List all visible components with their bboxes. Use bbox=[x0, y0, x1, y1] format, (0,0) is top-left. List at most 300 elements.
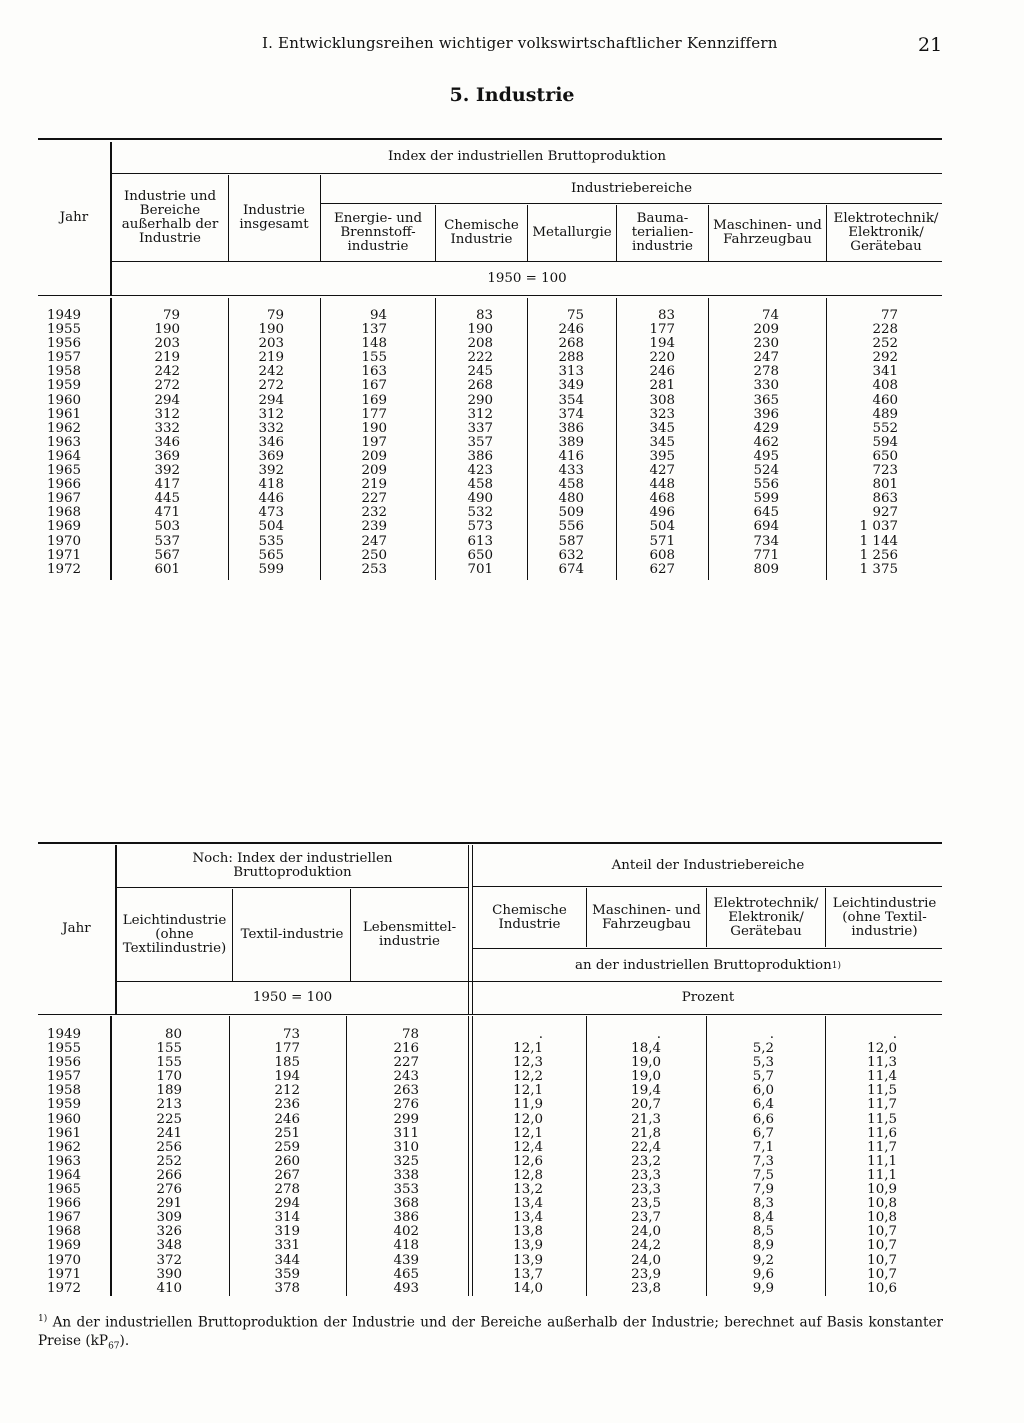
table-cell: 346 bbox=[258, 434, 284, 450]
table-cell: 190 bbox=[467, 322, 493, 338]
table-cell: 310 bbox=[393, 1139, 419, 1155]
table-cell: 1966 bbox=[47, 477, 82, 493]
table-cell: 374 bbox=[558, 406, 584, 422]
table-cell: 155 bbox=[156, 1041, 182, 1057]
table-cell: 354 bbox=[558, 392, 584, 408]
table-cell: 189 bbox=[156, 1083, 182, 1099]
table-cell: 1949 bbox=[47, 308, 82, 323]
table-cell: 5,2 bbox=[752, 1041, 774, 1057]
table-cell: 20,7 bbox=[631, 1097, 661, 1113]
table2-vrule bbox=[468, 845, 469, 1014]
table-cell: 260 bbox=[274, 1153, 300, 1169]
table1-vrule bbox=[826, 205, 827, 261]
table-cell: 232 bbox=[361, 505, 387, 521]
table-cell: 222 bbox=[467, 350, 493, 366]
table-cell: 219 bbox=[154, 350, 180, 366]
table-cell: 1970 bbox=[47, 1252, 82, 1268]
table-cell: 19,0 bbox=[631, 1055, 661, 1071]
table-cell: 291 bbox=[156, 1196, 182, 1212]
table-cell: 1957 bbox=[47, 1069, 82, 1085]
table-cell: 471 bbox=[154, 505, 180, 521]
table2-rule bbox=[116, 887, 468, 888]
table-cell: 148 bbox=[361, 336, 387, 352]
table-cell: 8,4 bbox=[752, 1210, 774, 1226]
table-cell: 771 bbox=[753, 547, 779, 563]
table-cell: 190 bbox=[361, 420, 387, 436]
table-cell: 6,7 bbox=[752, 1125, 774, 1141]
table-cell: 445 bbox=[154, 491, 180, 507]
table-cell: 230 bbox=[753, 336, 779, 352]
table-cell: 73 bbox=[282, 1027, 300, 1042]
table-cell: 18,4 bbox=[631, 1041, 661, 1057]
table-cell: 251 bbox=[274, 1125, 300, 1141]
table-cell: 8,3 bbox=[752, 1196, 774, 1212]
table1-rule bbox=[320, 203, 942, 204]
table-cell: 197 bbox=[361, 434, 387, 450]
table-cell: 337 bbox=[467, 420, 493, 436]
table-cell: 1955 bbox=[47, 1041, 82, 1057]
table-cell: 330 bbox=[753, 378, 779, 394]
table1-vrule bbox=[228, 175, 229, 261]
table-cell: 395 bbox=[649, 448, 675, 464]
table-cell: 245 bbox=[467, 364, 493, 380]
table-cell: 480 bbox=[558, 491, 584, 507]
table1-header-index: Index der industriellen Bruttoproduktion bbox=[387, 149, 667, 164]
table-cell: 599 bbox=[258, 561, 284, 577]
table-cell: 9,2 bbox=[752, 1252, 774, 1268]
table-cell: 460 bbox=[872, 392, 898, 408]
table-cell: 79 bbox=[162, 308, 180, 323]
table-cell: 694 bbox=[753, 519, 779, 535]
table-cell: 392 bbox=[258, 463, 284, 479]
table-cell: 734 bbox=[753, 533, 779, 549]
table2-header-col4: Chemische Industrie bbox=[492, 903, 567, 932]
table-cell: 344 bbox=[274, 1252, 300, 1268]
table-cell: 83 bbox=[475, 308, 493, 323]
table-cell: 348 bbox=[156, 1238, 182, 1254]
table-cell: 94 bbox=[369, 308, 387, 323]
table-cell: 267 bbox=[274, 1167, 300, 1183]
table-cell: 10,7 bbox=[867, 1238, 897, 1254]
table-cell: 13,4 bbox=[513, 1210, 543, 1226]
table-cell: 402 bbox=[393, 1224, 419, 1240]
table-cell: 353 bbox=[393, 1182, 419, 1198]
table1-column-6 bbox=[617, 309, 675, 577]
table-cell: 573 bbox=[467, 519, 493, 535]
table-cell: 242 bbox=[154, 364, 180, 380]
table-cell: 429 bbox=[753, 420, 779, 436]
table-cell: 433 bbox=[558, 463, 584, 479]
table1-header-col5: Metallurgie bbox=[532, 225, 612, 240]
table-cell: 252 bbox=[872, 336, 898, 352]
table-cell: 1968 bbox=[47, 1224, 82, 1240]
table-cell: 332 bbox=[154, 420, 180, 436]
table1-column-5 bbox=[528, 309, 584, 577]
table-cell: 5,3 bbox=[752, 1055, 774, 1071]
table-cell: 386 bbox=[467, 448, 493, 464]
table2-header-bottom-rule bbox=[38, 1014, 942, 1015]
table-cell: . bbox=[769, 1027, 774, 1042]
table-cell: 613 bbox=[467, 533, 493, 549]
table-cell: 567 bbox=[154, 547, 180, 563]
table2-header-an-der bbox=[474, 950, 942, 981]
table-cell: 272 bbox=[154, 378, 180, 394]
table-cell: 11,1 bbox=[867, 1153, 897, 1169]
table-cell: 1960 bbox=[47, 1111, 82, 1127]
table-cell: 12,2 bbox=[513, 1069, 543, 1085]
table-cell: 19,0 bbox=[631, 1069, 661, 1085]
table-cell: 556 bbox=[558, 519, 584, 535]
table-cell: 12,6 bbox=[513, 1153, 543, 1169]
table-cell: 83 bbox=[657, 308, 675, 323]
table-cell: 1963 bbox=[47, 1153, 82, 1169]
table-cell: 290 bbox=[467, 392, 493, 408]
table-cell: 13,2 bbox=[513, 1182, 543, 1198]
table-cell: 219 bbox=[361, 477, 387, 493]
table-cell: 410 bbox=[156, 1280, 182, 1296]
section-title: 5. Industrie bbox=[449, 84, 575, 106]
table-cell: 650 bbox=[467, 547, 493, 563]
table-cell: 155 bbox=[361, 350, 387, 366]
table1-header-industriebereiche: Industriebereiche bbox=[570, 180, 693, 196]
table-cell: 259 bbox=[274, 1139, 300, 1155]
table-cell: 341 bbox=[872, 364, 898, 380]
table-cell: 13,9 bbox=[513, 1252, 543, 1268]
page-number: 21 bbox=[918, 34, 943, 56]
table-cell: 78 bbox=[401, 1027, 419, 1042]
table-cell: 23,2 bbox=[631, 1153, 661, 1169]
table-cell: 1958 bbox=[47, 1083, 82, 1099]
table2-header-col5: Maschinen- und Fahrzeugbau bbox=[592, 903, 701, 932]
table-cell: 11,1 bbox=[867, 1167, 897, 1183]
table-cell: 190 bbox=[154, 322, 180, 338]
table1-rule bbox=[110, 261, 942, 262]
table-cell: 489 bbox=[872, 406, 898, 422]
table2-header-noch: Noch: Index der industriellen Bruttoproduktion bbox=[192, 851, 393, 880]
table1-column-2 bbox=[229, 309, 284, 577]
table-cell: 19,4 bbox=[631, 1083, 661, 1099]
table-cell: 1967 bbox=[47, 1210, 82, 1226]
table-cell: 242 bbox=[258, 364, 284, 380]
table-cell: 1969 bbox=[47, 519, 82, 535]
table1-top-rule bbox=[38, 138, 942, 140]
table-cell: 509 bbox=[558, 505, 584, 521]
table-cell: 1971 bbox=[47, 547, 82, 563]
table-cell: 23,3 bbox=[631, 1182, 661, 1198]
table-cell: 326 bbox=[156, 1224, 182, 1240]
table-cell: 10,8 bbox=[867, 1196, 897, 1212]
table-cell: 10,9 bbox=[867, 1182, 897, 1198]
table-cell: 1957 bbox=[47, 350, 82, 366]
table-cell: 503 bbox=[154, 519, 180, 535]
table-cell: 535 bbox=[258, 533, 284, 549]
table-cell: 723 bbox=[872, 463, 898, 479]
table-cell: 552 bbox=[872, 420, 898, 436]
table-cell: 212 bbox=[274, 1083, 300, 1099]
table-cell: 263 bbox=[393, 1083, 419, 1099]
table-cell: 278 bbox=[753, 364, 779, 380]
table-cell: 11,5 bbox=[867, 1111, 897, 1127]
table-cell: 314 bbox=[274, 1210, 300, 1226]
table-cell: 22,4 bbox=[631, 1139, 661, 1155]
table-cell: 250 bbox=[361, 547, 387, 563]
table-cell: 12,0 bbox=[513, 1111, 543, 1127]
table2-vrule bbox=[825, 888, 826, 947]
table-cell: 23,7 bbox=[631, 1210, 661, 1226]
table-cell: 167 bbox=[361, 378, 387, 394]
table-cell: 10,6 bbox=[867, 1280, 897, 1296]
table-cell: 13,8 bbox=[513, 1224, 543, 1240]
table-cell: 12,4 bbox=[513, 1139, 543, 1155]
table-cell: 23,5 bbox=[631, 1196, 661, 1212]
table-cell: 323 bbox=[649, 406, 675, 422]
footnote-ref: 1) bbox=[831, 960, 841, 971]
table2-rule bbox=[472, 886, 942, 887]
table-cell: 5,7 bbox=[752, 1069, 774, 1085]
table-cell: 292 bbox=[872, 350, 898, 366]
table-cell: 312 bbox=[467, 406, 493, 422]
table-cell: 80 bbox=[164, 1027, 182, 1042]
table-cell: 11,4 bbox=[867, 1069, 897, 1085]
table-cell: 276 bbox=[156, 1182, 182, 1198]
table-cell: 504 bbox=[649, 519, 675, 535]
table-cell: 77 bbox=[880, 308, 898, 323]
table2-column-7 bbox=[826, 1028, 897, 1296]
table2-column-5 bbox=[587, 1028, 661, 1296]
table-cell: 225 bbox=[156, 1111, 182, 1127]
table-cell: 571 bbox=[649, 533, 675, 549]
table-cell: . bbox=[656, 1027, 661, 1042]
table-cell: 439 bbox=[393, 1252, 419, 1268]
table-cell: 608 bbox=[649, 547, 675, 563]
table-cell: 490 bbox=[467, 491, 493, 507]
table-cell: 1966 bbox=[47, 1196, 82, 1212]
table-cell: 524 bbox=[753, 463, 779, 479]
table-cell: 345 bbox=[649, 420, 675, 436]
table-cell: 369 bbox=[258, 448, 284, 464]
table2-header-col3: Lebensmittel-industrie bbox=[362, 920, 457, 949]
table-cell: 11,5 bbox=[867, 1083, 897, 1099]
table-cell: 7,3 bbox=[752, 1153, 774, 1169]
table-cell: 10,7 bbox=[867, 1266, 897, 1282]
table-cell: 458 bbox=[467, 477, 493, 493]
table-cell: 1972 bbox=[47, 561, 82, 577]
table-cell: 1971 bbox=[47, 1266, 82, 1282]
table1-vrule bbox=[616, 205, 617, 261]
table2-column-3 bbox=[347, 1028, 419, 1296]
table-cell: 701 bbox=[467, 561, 493, 577]
table-cell: 446 bbox=[258, 491, 284, 507]
table-cell: 7,1 bbox=[752, 1139, 774, 1155]
table-cell: 390 bbox=[156, 1266, 182, 1282]
table-cell: 650 bbox=[872, 448, 898, 464]
table-cell: 194 bbox=[649, 336, 675, 352]
table1-column-3 bbox=[321, 309, 387, 577]
table-cell: 12,1 bbox=[513, 1125, 543, 1141]
table-cell: 294 bbox=[274, 1196, 300, 1212]
table-cell: 1970 bbox=[47, 533, 82, 549]
table-cell: 23,3 bbox=[631, 1167, 661, 1183]
footnote bbox=[38, 1310, 943, 1355]
table-cell: 239 bbox=[361, 519, 387, 535]
table2-column-4 bbox=[473, 1028, 543, 1296]
table-cell: 368 bbox=[393, 1196, 419, 1212]
table1-column-8 bbox=[827, 309, 898, 577]
table1-header-jahr: Jahr bbox=[59, 209, 89, 225]
table-cell: 1968 bbox=[47, 505, 82, 521]
table1-header-col2: Industrie insgesamt bbox=[239, 203, 309, 232]
table-cell: 10,7 bbox=[867, 1252, 897, 1268]
table-cell: 11,9 bbox=[513, 1097, 543, 1113]
table-cell: 11,7 bbox=[867, 1139, 897, 1155]
table1-header-col6: Bauma-terialien-industrie bbox=[631, 211, 694, 254]
table-cell: 8,9 bbox=[752, 1238, 774, 1254]
table-cell: 24,0 bbox=[631, 1252, 661, 1268]
table-cell: 268 bbox=[558, 336, 584, 352]
table-cell: 645 bbox=[753, 505, 779, 521]
table2-vrule bbox=[232, 889, 233, 981]
table1-header-col4: Chemische Industrie bbox=[444, 218, 519, 247]
table-cell: 386 bbox=[393, 1210, 419, 1226]
table2-header-jahr: Jahr bbox=[62, 921, 91, 936]
table1-column-1 bbox=[112, 309, 180, 577]
table-cell: . bbox=[538, 1027, 543, 1042]
table-cell: 473 bbox=[258, 505, 284, 521]
table-cell: 294 bbox=[258, 392, 284, 408]
table-cell: 194 bbox=[274, 1069, 300, 1085]
table-cell: 632 bbox=[558, 547, 584, 563]
table-cell: 185 bbox=[274, 1055, 300, 1071]
table-cell: 170 bbox=[156, 1069, 182, 1085]
table-cell: 6,6 bbox=[752, 1111, 774, 1127]
table1-header-bottom-rule bbox=[38, 295, 942, 296]
table1-header-col7: Maschinen- und Fahrzeugbau bbox=[713, 218, 822, 247]
table-cell: 9,9 bbox=[752, 1280, 774, 1296]
table2-vrule bbox=[472, 845, 473, 1014]
table2-vrule bbox=[350, 889, 351, 981]
table-cell: 74 bbox=[761, 308, 779, 323]
table-cell: 13,9 bbox=[513, 1238, 543, 1254]
table-cell: 396 bbox=[753, 406, 779, 422]
table-cell: 281 bbox=[649, 378, 675, 394]
table-cell: 308 bbox=[649, 392, 675, 408]
table-cell: 674 bbox=[558, 561, 584, 577]
table1-header-col3: Energie- und Brennstoff-industrie bbox=[333, 211, 423, 254]
table-cell: 288 bbox=[558, 350, 584, 366]
table-cell: 203 bbox=[258, 336, 284, 352]
table-cell: 209 bbox=[361, 448, 387, 464]
table-cell: 594 bbox=[872, 434, 898, 450]
table-cell: 599 bbox=[753, 491, 779, 507]
table-cell: 12,0 bbox=[867, 1041, 897, 1057]
table-cell: 299 bbox=[393, 1111, 419, 1127]
table-cell: 13,7 bbox=[513, 1266, 543, 1282]
table-cell: 209 bbox=[361, 463, 387, 479]
table-cell: 863 bbox=[872, 491, 898, 507]
table-cell: 209 bbox=[753, 322, 779, 338]
table-cell: 389 bbox=[558, 434, 584, 450]
table-cell: 465 bbox=[393, 1266, 419, 1282]
table-cell: 246 bbox=[558, 322, 584, 338]
table-cell: 311 bbox=[393, 1125, 419, 1141]
footnote-marker: 1) bbox=[38, 1314, 48, 1324]
table-cell: 12,1 bbox=[513, 1083, 543, 1099]
table-cell: 1959 bbox=[47, 1097, 82, 1113]
table-cell: 386 bbox=[558, 420, 584, 436]
table-cell: 12,3 bbox=[513, 1055, 543, 1071]
table-cell: 423 bbox=[467, 463, 493, 479]
table-cell: 177 bbox=[361, 406, 387, 422]
table-cell: 601 bbox=[154, 561, 180, 577]
table-cell: 7,9 bbox=[752, 1182, 774, 1198]
table1-header-base: 1950 = 100 bbox=[487, 271, 567, 286]
table-cell: 246 bbox=[649, 364, 675, 380]
table-cell: 378 bbox=[274, 1280, 300, 1296]
table-cell: 155 bbox=[156, 1055, 182, 1071]
table-cell: 163 bbox=[361, 364, 387, 380]
table-cell: 1956 bbox=[47, 1055, 82, 1071]
table-cell: 21,8 bbox=[631, 1125, 661, 1141]
table2-vrule bbox=[586, 888, 587, 947]
table-cell: 801 bbox=[872, 477, 898, 493]
table-cell: 418 bbox=[393, 1238, 419, 1254]
table-cell: 365 bbox=[753, 392, 779, 408]
footnote-text-end: ). bbox=[119, 1332, 130, 1349]
table-cell: 246 bbox=[274, 1111, 300, 1127]
table-cell: 12,1 bbox=[513, 1041, 543, 1057]
table-cell: 1961 bbox=[47, 406, 82, 422]
table-cell: 1961 bbox=[47, 1125, 82, 1141]
table2-column-6 bbox=[707, 1028, 774, 1296]
table-cell: 243 bbox=[393, 1069, 419, 1085]
footnote-text: An der industriellen Bruttoproduktion der Industrie und der Bereiche außerhalb der Industrie; berechnet auf Basis konstanter Preise (kP bbox=[38, 1314, 943, 1349]
table-cell: . bbox=[892, 1027, 897, 1042]
table1-vrule bbox=[708, 205, 709, 261]
table2-header-col6: Elektrotechnik/ Elektronik/ Gerätebau bbox=[713, 896, 819, 939]
table-cell: 1949 bbox=[47, 1027, 82, 1042]
table-cell: 253 bbox=[361, 561, 387, 577]
table-cell: 332 bbox=[258, 420, 284, 436]
table-cell: 312 bbox=[258, 406, 284, 422]
table-cell: 1963 bbox=[47, 434, 82, 450]
table-cell: 532 bbox=[467, 505, 493, 521]
table-cell: 216 bbox=[393, 1041, 419, 1057]
table-cell: 313 bbox=[558, 364, 584, 380]
table-cell: 10,8 bbox=[867, 1210, 897, 1226]
table-cell: 1964 bbox=[47, 1167, 82, 1183]
table-cell: 1 144 bbox=[859, 533, 898, 549]
table2-header-col1: Leichtindustrie (ohne Textilindustrie) bbox=[122, 913, 227, 956]
table1-vrule bbox=[527, 205, 528, 261]
table-cell: 169 bbox=[361, 392, 387, 408]
table2-header-base: 1950 = 100 bbox=[252, 990, 333, 1005]
table-cell: 272 bbox=[258, 378, 284, 394]
table-cell: 1958 bbox=[47, 364, 82, 380]
table-cell: 1 256 bbox=[859, 547, 898, 563]
table-cell: 359 bbox=[274, 1266, 300, 1282]
table-cell: 24,0 bbox=[631, 1224, 661, 1240]
table-cell: 219 bbox=[258, 350, 284, 366]
table-cell: 14,0 bbox=[513, 1280, 543, 1296]
table-cell: 1 375 bbox=[859, 561, 898, 577]
table-cell: 345 bbox=[649, 434, 675, 450]
table-cell: 1955 bbox=[47, 322, 82, 338]
table-cell: 1967 bbox=[47, 491, 82, 507]
table2-header-anteil: Anteil der Industriebereiche bbox=[611, 858, 805, 873]
table2-rule bbox=[472, 948, 942, 949]
table-cell: 1964 bbox=[47, 448, 82, 464]
table-cell: 137 bbox=[361, 322, 387, 338]
